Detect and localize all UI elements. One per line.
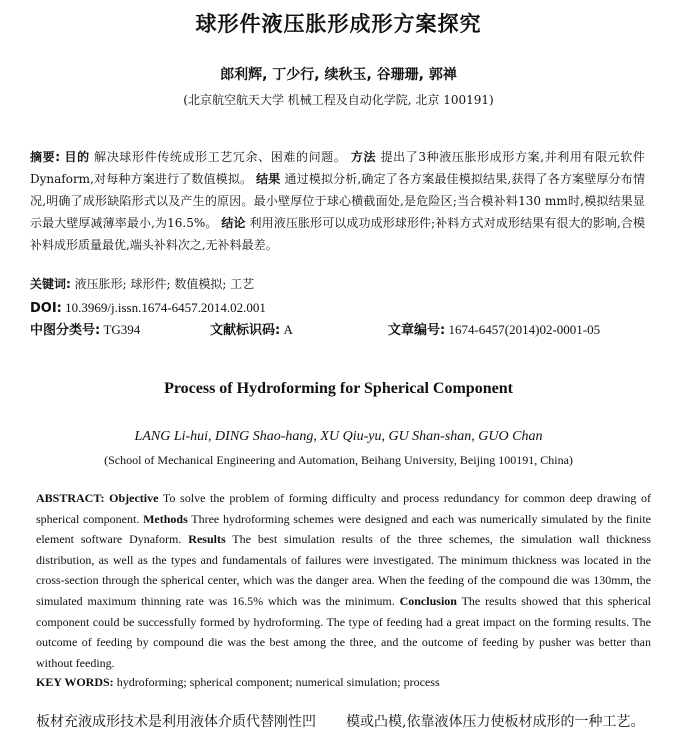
doc-code-field bbox=[210, 320, 293, 341]
en-methods-text: Three hydroforming schemes were designed and each was numerically simulated by the finite element software Dynaform. bbox=[36, 511, 651, 547]
doi-line bbox=[30, 298, 645, 319]
chinese-abstract bbox=[30, 146, 645, 256]
keywords-label: 关键词: bbox=[30, 277, 71, 291]
chinese-title: 球形件液压胀形成形方案探究 bbox=[195, 12, 482, 36]
chinese-keywords bbox=[30, 274, 645, 294]
english-authors: LANG Li-hui, DING Shao-hang, XU Qiu-yu, GU Shan-shan, GUO Chan bbox=[134, 429, 543, 444]
body-text-first-line bbox=[36, 710, 661, 734]
en-conclusion-text: The results showed that this spherical component could be successfully formed by hydroforming. The type of feeding had a great impact on the forming results. The outcome of feeding by compound die was the best among the three, and the outcome of feeding by pusher was better than without feeding. bbox=[36, 593, 652, 670]
english-keywords bbox=[36, 673, 651, 691]
body-right-column: 模或凸模,依靠液体压力使板材成形的一种工艺。 bbox=[346, 714, 645, 730]
keywords-text: 液压胀形; 球形件; 数值模拟; 工艺 bbox=[74, 277, 255, 291]
doc-code-label: 文献标识码: bbox=[210, 323, 281, 338]
en-conclusion-label: Conclusion bbox=[399, 593, 457, 608]
abstract-label: 摘要: bbox=[30, 150, 61, 164]
en-methods-label: Methods bbox=[143, 511, 188, 526]
english-title: Process of Hydroforming for Spherical Component bbox=[164, 380, 513, 397]
en-objective-label: Objective bbox=[109, 491, 159, 505]
en-keywords-label: KEY WORDS: bbox=[36, 675, 114, 689]
conclusion-label: 结论 bbox=[221, 216, 246, 230]
doi-label: DOI: bbox=[30, 301, 62, 316]
article-no-label: 文章编号: bbox=[388, 323, 446, 338]
english-abstract bbox=[36, 488, 651, 673]
results-text: 通过模拟分析,确定了各方案最佳模拟结果,获得了各方案壁厚分布情况,明确了成形缺陷形式以及产生的原因。最小壁厚位于球心横截面处,是危险区;当合模补料130 mm时,模拟结果显示最大壁厚减薄率最小,为16.5%。 bbox=[30, 172, 645, 230]
article-no-value: 1674-6457(2014)02-0001-05 bbox=[448, 322, 601, 337]
conclusion-text: 利用液压胀形可以成功成形球形件;补料方式对成形结果有很大的影响,合模补料成形质量最优,端头补料次之,无补料最差。 bbox=[30, 216, 645, 252]
english-affiliation: (School of Mechanical Engineering and Automation, Beihang University, Beijing 100191, China) bbox=[104, 453, 573, 467]
chinese-affiliation: (北京航空航天大学 机械工程及自动化学院, 北京 100191) bbox=[183, 93, 494, 107]
methods-label: 方法 bbox=[350, 150, 377, 164]
methods-text: 提出了3种液压胀形成形方案,并利用有限元软件Dynaform,对每种方案进行了数值模拟。 bbox=[30, 150, 645, 186]
en-abstract-label: ABSTRACT: bbox=[36, 491, 105, 505]
en-results-text: The best simulation results of the three schemes, the simulation wall thickness distribution, as well as the types and fundamentals of failures were investigated. The minimum thickness was located in the cross-section through the spherical center, which was the danger area. When the feeding of the compound die was 130mm, the simulated maximum thinning rate was 16.5% which was the minimum. bbox=[36, 532, 651, 608]
en-objective-text: To solve the problem of forming difficulty and process redundancy for common deep drawing of spherical component. bbox=[36, 491, 652, 526]
clc-label: 中图分类号: bbox=[30, 323, 101, 338]
results-label: 结果 bbox=[256, 172, 281, 186]
en-keywords-text: hydroforming; spherical component; numerical simulation; process bbox=[116, 675, 440, 689]
article-no-field bbox=[388, 320, 600, 341]
clc-value: TG394 bbox=[103, 322, 141, 337]
objective-label: 目的 bbox=[64, 150, 90, 164]
chinese-authors: 郎利辉, 丁少行, 续秋玉, 谷珊珊, 郭禅 bbox=[220, 67, 457, 83]
doc-code-value: A bbox=[283, 322, 293, 337]
en-results-label: Results bbox=[188, 532, 226, 547]
body-left-column: 板材充液成形技术是利用液体介质代替刚性凹 bbox=[36, 714, 316, 730]
objective-text: 解决球形件传统成形工艺冗余、困难的问题。 bbox=[94, 150, 347, 164]
classification-line bbox=[30, 320, 650, 340]
doi-value[interactable]: 10.3969/j.issn.1674-6457.2014.02.001 bbox=[65, 300, 266, 315]
clc-field bbox=[30, 320, 140, 341]
